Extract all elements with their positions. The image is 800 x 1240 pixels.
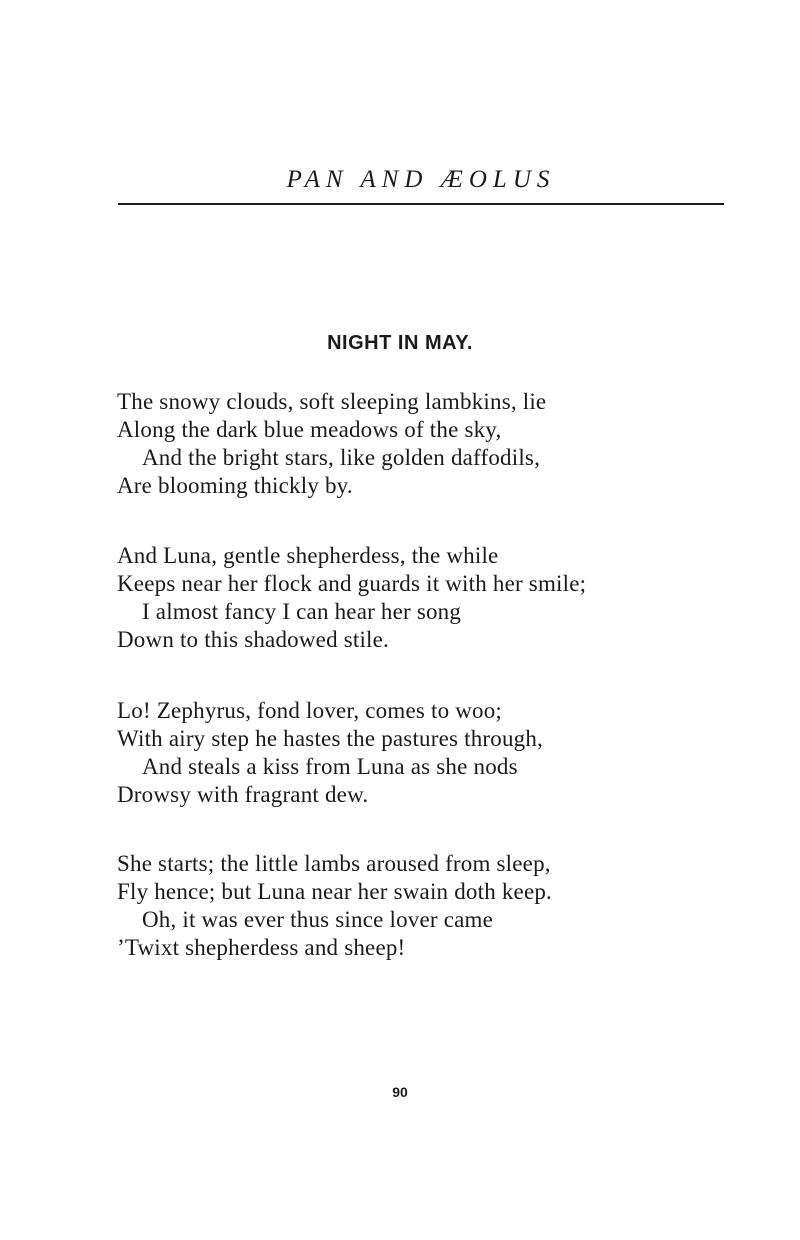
poem-line: The snowy clouds, soft sleeping lambkins, lie bbox=[117, 389, 547, 414]
poem-line: I almost fancy I can hear her song bbox=[142, 599, 462, 624]
poem-line: With airy step he hastes the pastures through, bbox=[117, 726, 544, 751]
poem-line: Along the dark blue meadows of the sky, bbox=[117, 417, 502, 442]
poem-line: Are blooming thickly by. bbox=[117, 473, 353, 498]
page-number: 90 bbox=[392, 1084, 408, 1100]
running-head: PAN AND ÆOLUS bbox=[286, 166, 556, 193]
poem-line: And Luna, gentle shepherdess, the while bbox=[117, 543, 499, 568]
stanza-4 bbox=[117, 850, 757, 962]
stanza-2 bbox=[117, 542, 757, 654]
header-rule bbox=[118, 203, 724, 205]
poem-line: ’Twixt shepherdess and sheep! bbox=[117, 935, 406, 960]
poem-line: Lo! Zephyrus, fond lover, comes to woo; bbox=[117, 698, 503, 723]
poem-line: Down to this shadowed stile. bbox=[117, 627, 389, 652]
stanza-1 bbox=[117, 388, 757, 500]
stanza-3 bbox=[117, 697, 757, 809]
poem-line: Fly hence; but Luna near her swain doth keep. bbox=[117, 879, 553, 904]
poem-line: Drowsy with fragrant dew. bbox=[117, 782, 369, 807]
poem-line: She starts; the little lambs aroused from sleep, bbox=[117, 851, 551, 876]
poem-line: Oh, it was ever thus since lover came bbox=[142, 907, 494, 932]
poem-title: NIGHT IN MAY. bbox=[327, 332, 473, 354]
poem-line: Keeps near her flock and guards it with her smile; bbox=[117, 571, 587, 596]
poem-line: And the bright stars, like golden daffodils, bbox=[142, 445, 541, 470]
poem-line: And steals a kiss from Luna as she nods bbox=[142, 754, 518, 779]
